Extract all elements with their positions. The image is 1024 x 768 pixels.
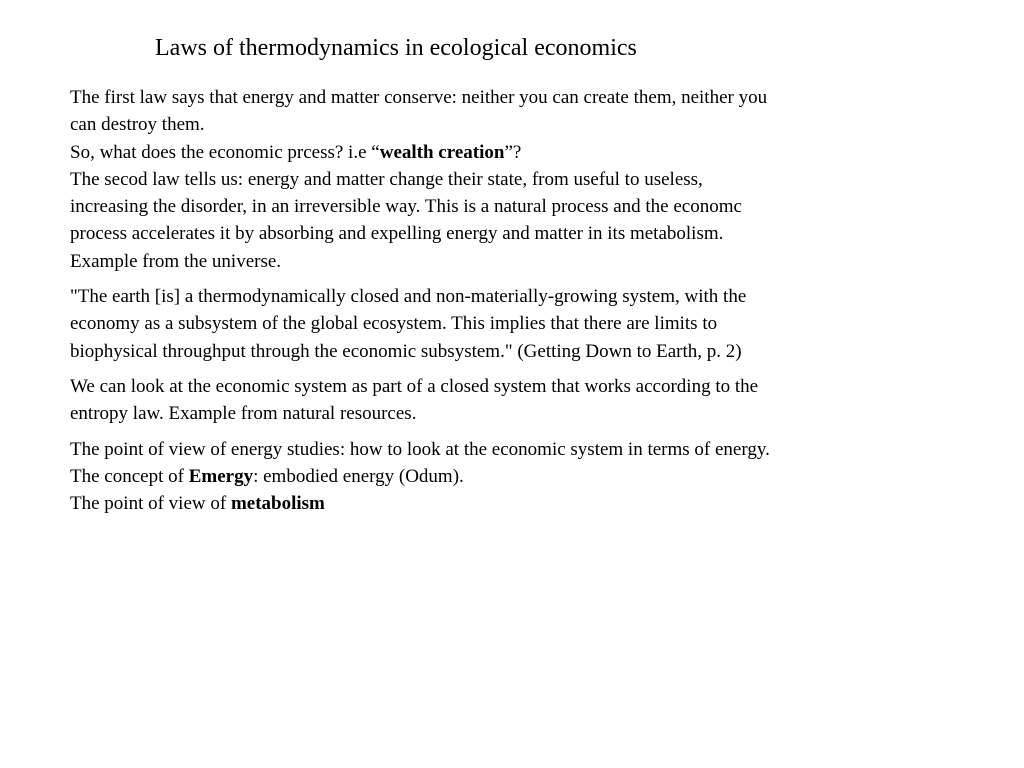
- text-line: biophysical throughput through the economic subsystem." (Getting Down to Earth, p. 2): [70, 340, 742, 362]
- text-line: We can look at the economic system as part of a closed system that works according to the: [70, 375, 759, 397]
- text-line: can destroy them.: [70, 114, 205, 136]
- bold-term-wealth-creation: wealth creation: [379, 141, 505, 163]
- text-line-metabolism: [70, 490, 950, 517]
- text-fragment: ”?: [504, 141, 522, 163]
- text-line: "The earth [is] a thermodynamically closed and non-materially-growing system, with the: [70, 286, 747, 308]
- paragraph-closed-system: [70, 373, 950, 428]
- bold-term-metabolism: metabolism: [230, 493, 325, 515]
- text-fragment: The concept of: [70, 465, 189, 487]
- text-line: increasing the disorder, in an irreversible way. This is a natural process and the economc: [70, 196, 742, 218]
- slide-body: [70, 84, 950, 525]
- text-line-emergy: [70, 463, 950, 490]
- text-line: process accelerates it by absorbing and expelling energy and matter in its metabolism.: [70, 223, 724, 245]
- text-fragment: The point of view of: [70, 493, 231, 515]
- text-line-wealth-question: [70, 139, 950, 166]
- paragraph-thermodynamics-laws: [70, 84, 950, 275]
- slide-title: Laws of thermodynamics in ecological economics: [155, 35, 637, 61]
- text-line: The first law says that energy and matter conserve: neither you can create them, neither you: [70, 87, 768, 108]
- paragraph-energy-studies: [70, 436, 950, 518]
- bold-term-emergy: Emergy: [188, 465, 254, 487]
- text-fragment: So, what does the economic prcess? i.e “: [70, 141, 380, 163]
- paragraph-quote: [70, 283, 950, 365]
- text-line: economy as a subsystem of the global ecosystem. This implies that there are limits to: [70, 313, 718, 335]
- text-line: Example from the universe.: [70, 250, 282, 272]
- text-fragment: : embodied energy (Odum).: [253, 465, 464, 487]
- text-line: entropy law. Example from natural resources.: [70, 403, 417, 425]
- text-line: The point of view of energy studies: how to look at the economic system in terms of energy.: [70, 438, 770, 460]
- text-line: The secod law tells us: energy and matter change their state, from useful to useless,: [70, 168, 703, 190]
